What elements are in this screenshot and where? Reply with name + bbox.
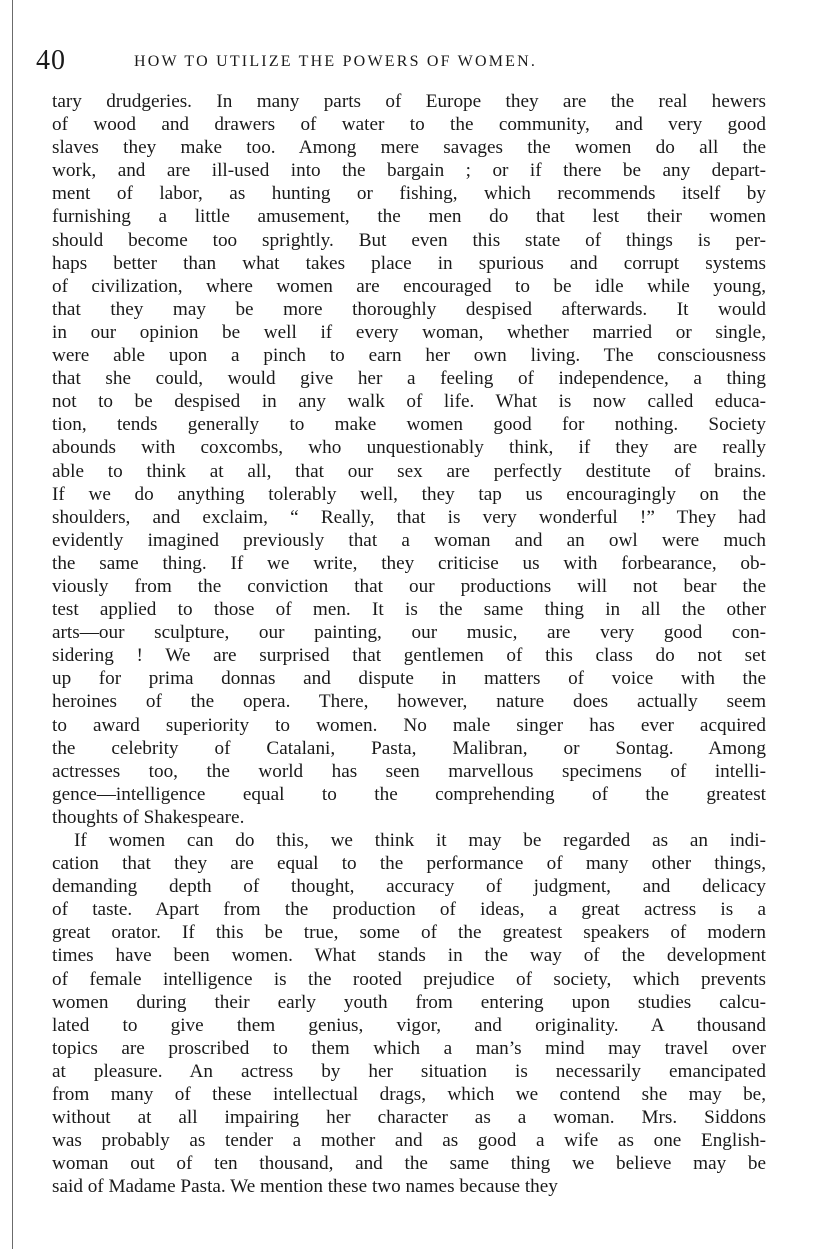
paragraph-2: [52, 829, 766, 1199]
text-line: thoughts of Shakespeare.: [52, 806, 245, 828]
text-line: were able upon a pinch to earn her own living. The consciousness: [52, 345, 766, 367]
body-text: [52, 90, 766, 1199]
text-line: without at all impairing her character as a woman. Mrs. Siddons: [52, 1107, 766, 1129]
text-line: arts—our sculpture, our painting, our music, are very good con-: [52, 622, 766, 644]
text-line: demanding depth of thought, accuracy of judgment, and delicacy: [52, 876, 766, 898]
text-line: lated to give them genius, vigor, and originality. A thousand: [52, 1014, 766, 1036]
text-line: in our opinion be well if every woman, whether married or single,: [52, 321, 766, 343]
text-line: not to be despised in any walk of life. What is now called educa-: [52, 391, 766, 413]
page-number: 40: [36, 45, 66, 76]
text-line: was probably as tender a mother and as good a wife as one English-: [52, 1130, 766, 1152]
paragraph-1: [52, 90, 766, 829]
text-line: that they may be more thoroughly despised afterwards. It would: [52, 298, 766, 320]
text-line: abounds with coxcombs, who unquestionably think, if they are really: [52, 437, 766, 459]
text-line: shoulders, and exclaim, “ Really, that is very wonderful !” They had: [52, 506, 766, 528]
text-line: slaves they make too. Among mere savages the women do all the: [52, 137, 766, 159]
text-line: the same thing. If we write, they criticise us with forbearance, ob-: [52, 552, 766, 574]
text-line: gence—intelligence equal to the comprehending of the greatest: [52, 783, 766, 805]
text-line: haps better than what takes place in spurious and corrupt systems: [52, 252, 766, 274]
text-line: to award superiority to women. No male singer has ever acquired: [52, 714, 766, 736]
text-line: ment of labor, as hunting or fishing, which recommends itself by: [52, 183, 766, 205]
text-line: great orator. If this be true, some of the greatest speakers of modern: [52, 922, 766, 944]
text-line: times have been women. What stands in the way of the development: [52, 945, 766, 967]
text-line: of civilization, where women are encouraged to be idle while young,: [52, 275, 766, 297]
text-line: of wood and drawers of water to the community, and very good: [52, 114, 766, 136]
text-line: woman out of ten thousand, and the same thing we believe may be: [52, 1153, 766, 1175]
text-line: actresses too, the world has seen marvellous specimens of intelli-: [52, 760, 766, 782]
text-line: up for prima donnas and dispute in matters of voice with the: [52, 668, 766, 690]
text-line: at pleasure. An actress by her situation is necessarily emancipated: [52, 1060, 766, 1082]
running-title: HOW TO UTILIZE THE POWERS OF WOMEN.: [134, 53, 538, 70]
text-line: women during their early youth from entering upon studies calcu-: [52, 991, 766, 1013]
text-line: from many of these intellectual drags, which we contend she may be,: [52, 1084, 766, 1106]
text-line: viously from the conviction that our productions will not bear the: [52, 575, 766, 597]
text-line: sidering ! We are surprised that gentlemen of this class do not set: [52, 645, 766, 667]
text-line: evidently imagined previously that a woman and an owl were much: [52, 529, 766, 551]
text-line: If women can do this, we think it may be regarded as an indi-: [74, 830, 766, 851]
page-header: [36, 44, 776, 78]
text-line: test applied to those of men. It is the same thing in all the other: [52, 599, 766, 621]
text-line: If we do anything tolerably well, they tap us encouragingly on the: [52, 483, 766, 505]
text-line: that she could, would give her a feeling of independence, a thing: [52, 368, 766, 390]
text-line: of female intelligence is the rooted prejudice of society, which prevents: [52, 968, 766, 990]
text-line: tary drudgeries. In many parts of Europe they are the real hewers: [52, 91, 766, 112]
text-line: furnishing a little amusement, the men do that lest their women: [52, 206, 766, 228]
text-line: topics are proscribed to them which a man’s mind may travel over: [52, 1037, 766, 1059]
text-line: should become too sprightly. But even this state of things is per-: [52, 229, 766, 251]
text-line: of taste. Apart from the production of ideas, a great actress is a: [52, 899, 766, 921]
text-line: said of Madame Pasta. We mention these two names because they: [52, 1176, 558, 1198]
text-line: the celebrity of Catalani, Pasta, Malibran, or Sontag. Among: [52, 737, 766, 759]
text-line: tion, tends generally to make women good for nothing. Society: [52, 414, 766, 436]
text-line: cation that they are equal to the performance of many other things,: [52, 853, 766, 875]
text-line: work, and are ill-used into the bargain ; or if there be any depart-: [52, 160, 766, 182]
page-edge-rule: [12, 0, 13, 1249]
text-line: able to think at all, that our sex are perfectly destitute of brains.: [52, 460, 766, 482]
text-line: heroines of the opera. There, however, nature does actually seem: [52, 691, 766, 713]
